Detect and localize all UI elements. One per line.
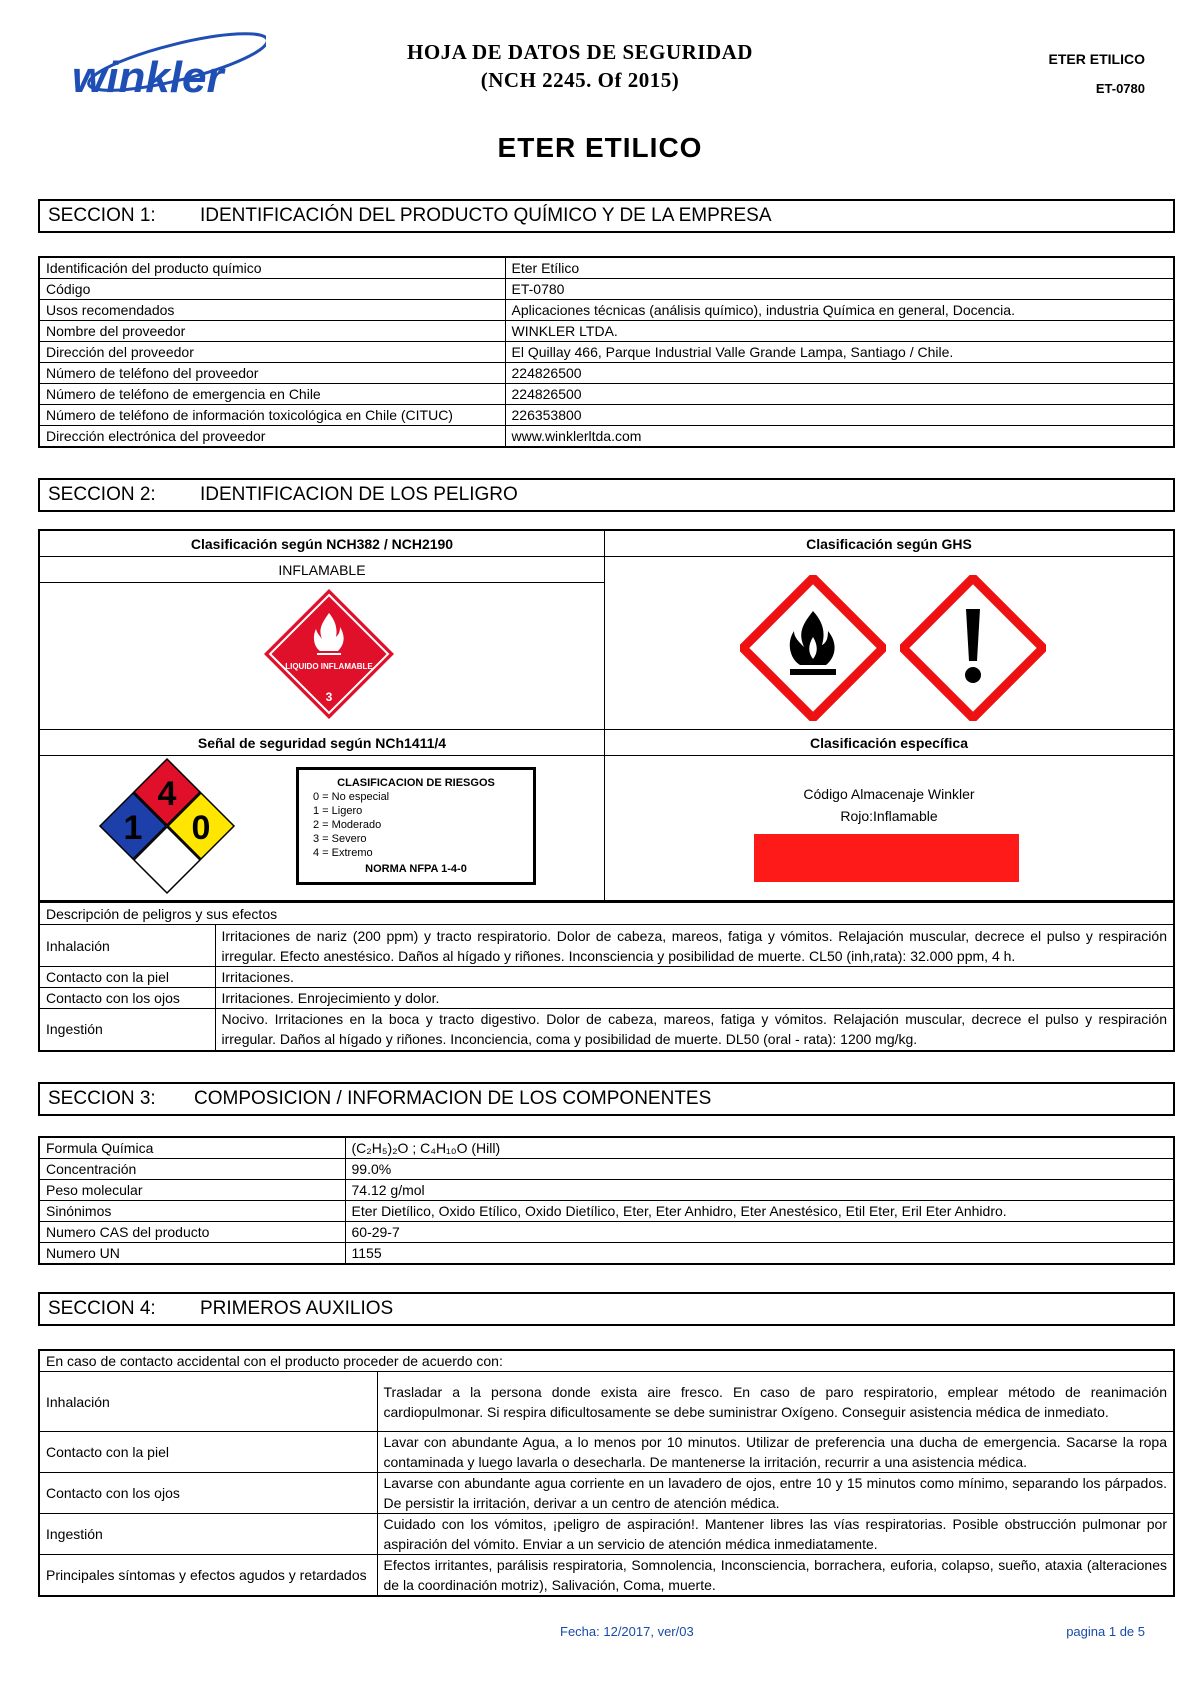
row-label: Principales síntomas y efectos agudos y retardados xyxy=(39,1555,377,1597)
row-value: Trasladar a la persona donde exista aire fresco. En caso de paro respiratorio, emplear método de reanimación cardiopulmonar. Si respira dificultosamente se debe suministrar Oxígeno. Conseguir asistencia médica de inmediato. xyxy=(377,1372,1174,1432)
ghs-classification-header: Clasificación según GHS xyxy=(605,531,1173,557)
row-label: Peso molecular xyxy=(39,1180,345,1201)
table-row xyxy=(39,1222,1174,1243)
table-row xyxy=(39,257,1174,279)
section-2-header xyxy=(38,478,1175,512)
row-value: 60-29-7 xyxy=(345,1222,1174,1243)
row-label: Numero CAS del producto xyxy=(39,1222,345,1243)
storage-code xyxy=(605,783,1173,827)
divider xyxy=(604,531,605,900)
row-value: Efectos irritantes, parálisis respiratoria, Somnolencia, Inconsciencia, borrachera, euforia, colapso, sueño, ataxia (alteraciones de la coordinación motriz), Salivación, Coma, muerte. xyxy=(377,1555,1174,1597)
row-label: Inhalación xyxy=(39,925,215,967)
table-row xyxy=(39,1350,1174,1372)
nfpa-health-value: 1 xyxy=(123,809,143,847)
row-label: Formula Química xyxy=(39,1137,345,1159)
row-value: 226353800 xyxy=(505,405,1174,426)
section-1-number: SECCION 1: xyxy=(48,205,156,226)
row-value: 1155 xyxy=(345,1243,1174,1265)
row-value: WINKLER LTDA. xyxy=(505,321,1174,342)
risk-level-item: 3 = Severo xyxy=(313,833,367,845)
row-value: El Quillay 466, Parque Industrial Valle Grande Lampa, Santiago / Chile. xyxy=(505,342,1174,363)
table-row xyxy=(39,1243,1174,1265)
hazard-description-header: Descripción de peligros y sus efectos xyxy=(39,903,1174,925)
row-label: Sinónimos xyxy=(39,1201,345,1222)
section-2-title: IDENTIFICACION DE LOS PELIGRO xyxy=(200,484,518,505)
row-label: Usos recomendados xyxy=(39,300,505,321)
table-row xyxy=(39,1372,1174,1432)
table-row xyxy=(39,384,1174,405)
row-value: Lavar con abundante Agua, a lo menos por 10 minutos. Utilizar de preferencia una ducha de emergencia. Sacarse la ropa contaminada y luego lavarla o desecharla. De mantenerse la irritación, recurrir a una asistencia médica. xyxy=(377,1432,1174,1473)
section-3-title: COMPOSICION / INFORMACION DE LOS COMPONENTES xyxy=(194,1088,712,1109)
row-value: ET-0780 xyxy=(505,279,1174,300)
header-title-line1: HOJA DE DATOS DE SEGURIDAD xyxy=(407,40,753,64)
row-value: Irritaciones. Enrojecimiento y dolor. xyxy=(215,988,1174,1009)
row-label: Concentración xyxy=(39,1159,345,1180)
row-value: www.winklerltda.com xyxy=(505,426,1174,448)
row-label: Contacto con los ojos xyxy=(39,1473,377,1514)
section-4-header xyxy=(38,1292,1175,1326)
nch-classification-value: INFLAMABLE xyxy=(40,557,604,583)
row-value: Eter Dietílico, Oxido Etílico, Oxido Dietílico, Eter, Eter Anhidro, Eter Anestésico, Etil Eter, Eril Eter Anhidro. xyxy=(345,1201,1174,1222)
row-value: 74.12 g/mol xyxy=(345,1180,1174,1201)
placard-number: 3 xyxy=(325,690,333,704)
risk-box-title: CLASIFICACION DE RIESGOS xyxy=(337,777,495,789)
section-3-number: SECCION 3: xyxy=(48,1088,156,1109)
section-4-number: SECCION 4: xyxy=(48,1298,156,1319)
first-aid-intro: En caso de contacto accidental con el producto proceder de acuerdo con: xyxy=(39,1350,1174,1372)
row-value: Irritaciones. xyxy=(215,967,1174,988)
risk-level-item: 1 = Ligero xyxy=(313,805,363,817)
specific-classification-header: Clasificación específica xyxy=(605,730,1173,756)
header-title-line2: (NCH 2245. Of 2015) xyxy=(480,68,680,92)
risk-level-item: 0 = No especial xyxy=(313,791,390,803)
table-row xyxy=(39,321,1174,342)
storage-code-line2: Rojo:Inflamable xyxy=(840,808,938,824)
row-value: Lavarse con abundante agua corriente en un lavadero de ojos, entre 10 y 15 minutos como mínimo, separando los párpados. De persistir la irritación, derivar a un centro de atención médica. xyxy=(377,1473,1174,1514)
hazard-effects-table xyxy=(38,902,1175,1052)
nfpa-diamond xyxy=(98,757,236,898)
row-value: 99.0% xyxy=(345,1159,1174,1180)
risk-classification-box xyxy=(296,767,536,885)
row-label: Número de teléfono de información toxicológica en Chile (CITUC) xyxy=(39,405,505,426)
section-4-title: PRIMEROS AUXILIOS xyxy=(200,1298,394,1319)
table-row xyxy=(39,1159,1174,1180)
footer-page-number: pagina 1 de 5 xyxy=(1066,1624,1145,1639)
nfpa-fire-value: 4 xyxy=(157,775,177,813)
section-1-header xyxy=(38,199,1175,233)
section-1-table xyxy=(38,256,1175,448)
row-value: Aplicaciones técnicas (análisis químico), industria Química en general, Docencia. xyxy=(505,300,1174,321)
row-label: Nombre del proveedor xyxy=(39,321,505,342)
table-row xyxy=(39,925,1174,967)
table-row xyxy=(39,1137,1174,1159)
nfpa-reactivity-value: 0 xyxy=(191,809,211,847)
row-label: Numero UN xyxy=(39,1243,345,1265)
row-label: Identificación del producto químico xyxy=(39,257,505,279)
winkler-logo xyxy=(66,30,266,110)
table-row xyxy=(39,1180,1174,1201)
section-1-title: IDENTIFICACIÓN DEL PRODUCTO QUÍMICO Y DE LA EMPRESA xyxy=(200,205,772,226)
flammable-liquid-placard xyxy=(262,587,396,721)
row-value: Nocivo. Irritaciones en la boca y tracto digestivo. Dolor de cabeza, mareos, fatiga y vómitos. Relajación muscular, decrece el pulso y respiración irregular. Daños al hígado y riñones. Inconciencia, coma y posibilidad de muerte. DL50 (oral - rata): 1200 mg/kg. xyxy=(215,1009,1174,1051)
table-row xyxy=(39,426,1174,448)
row-label: Contacto con la piel xyxy=(39,967,215,988)
placard-text: LIQUIDO INFLAMABLE xyxy=(285,662,373,671)
risk-level-item: 4 = Extremo xyxy=(313,847,373,859)
table-row xyxy=(39,405,1174,426)
header-title xyxy=(350,38,810,94)
header-product xyxy=(1049,44,1145,104)
row-label: Ingestión xyxy=(39,1514,377,1555)
table-row xyxy=(39,300,1174,321)
table-row xyxy=(39,1473,1174,1514)
table-row xyxy=(39,1432,1174,1473)
row-label: Código xyxy=(39,279,505,300)
row-label: Contacto con la piel xyxy=(39,1432,377,1473)
row-value: Irritaciones de nariz (200 ppm) y tracto respiratorio. Dolor de cabeza, mareos, fatiga y vómitos. Relajación muscular, decrece el pulso y respiración irregular. Efecto anestésico. Daños al hígado y riñones. Inconsciencia y posibilidad de muerte. CL50 (inh,rata): 32.000 ppm, 4 h. xyxy=(215,925,1174,967)
section-3-table xyxy=(38,1136,1175,1265)
table-row xyxy=(39,1514,1174,1555)
header-product-name: ETER ETILICO xyxy=(1048,51,1145,67)
row-value: (C₂H₅)₂O ; C₄H₁₀O (Hill) xyxy=(345,1137,1174,1159)
table-row xyxy=(39,342,1174,363)
row-label: Número de teléfono del proveedor xyxy=(39,363,505,384)
row-label: Número de teléfono de emergencia en Chile xyxy=(39,384,505,405)
row-label: Inhalación xyxy=(39,1372,377,1432)
row-value: Eter Etílico xyxy=(505,257,1174,279)
table-row xyxy=(39,1009,1174,1051)
header-product-code: ET-0780 xyxy=(1095,81,1145,96)
logo-text: winkler xyxy=(72,53,224,102)
table-row xyxy=(39,967,1174,988)
section-3-header xyxy=(38,1082,1175,1116)
row-value: 224826500 xyxy=(505,363,1174,384)
safety-signal-header: Señal de seguridad según NCh1411/4 xyxy=(40,730,604,756)
row-label: Dirección del proveedor xyxy=(39,342,505,363)
hazard-classification-block xyxy=(38,529,1175,902)
nch-classification-header: Clasificación según NCH382 / NCH2190 xyxy=(40,531,604,557)
ghs-flame-pictogram xyxy=(740,575,886,724)
storage-code-line1: Código Almacenaje Winkler xyxy=(803,786,975,802)
table-row xyxy=(39,1555,1174,1597)
footer-date: Fecha: 12/2017, ver/03 xyxy=(560,1624,694,1639)
risk-level-item: 2 = Moderado xyxy=(313,819,382,831)
table-row xyxy=(39,279,1174,300)
row-label: Dirección electrónica del proveedor xyxy=(39,426,505,448)
ghs-exclamation-pictogram xyxy=(900,575,1046,724)
table-row xyxy=(39,363,1174,384)
section-2-number: SECCION 2: xyxy=(48,484,156,505)
row-value: 224826500 xyxy=(505,384,1174,405)
row-label: Contacto con los ojos xyxy=(39,988,215,1009)
storage-color-bar xyxy=(754,834,1019,882)
risk-box-norm: NORMA NFPA 1-4-0 xyxy=(365,863,467,875)
row-value: Cuidado con los vómitos, ¡peligro de aspiración!. Mantener libres las vías respiratorias. Posible obstrucción pulmonar por aspiración del vómito. Enviar a un servicio de atención médica inmediatamente. xyxy=(377,1514,1174,1555)
table-row xyxy=(39,1201,1174,1222)
table-row xyxy=(39,903,1174,925)
document-title: ETER ETILICO xyxy=(497,132,703,163)
section-4-table xyxy=(38,1349,1175,1597)
table-row xyxy=(39,988,1174,1009)
row-label: Ingestión xyxy=(39,1009,215,1051)
